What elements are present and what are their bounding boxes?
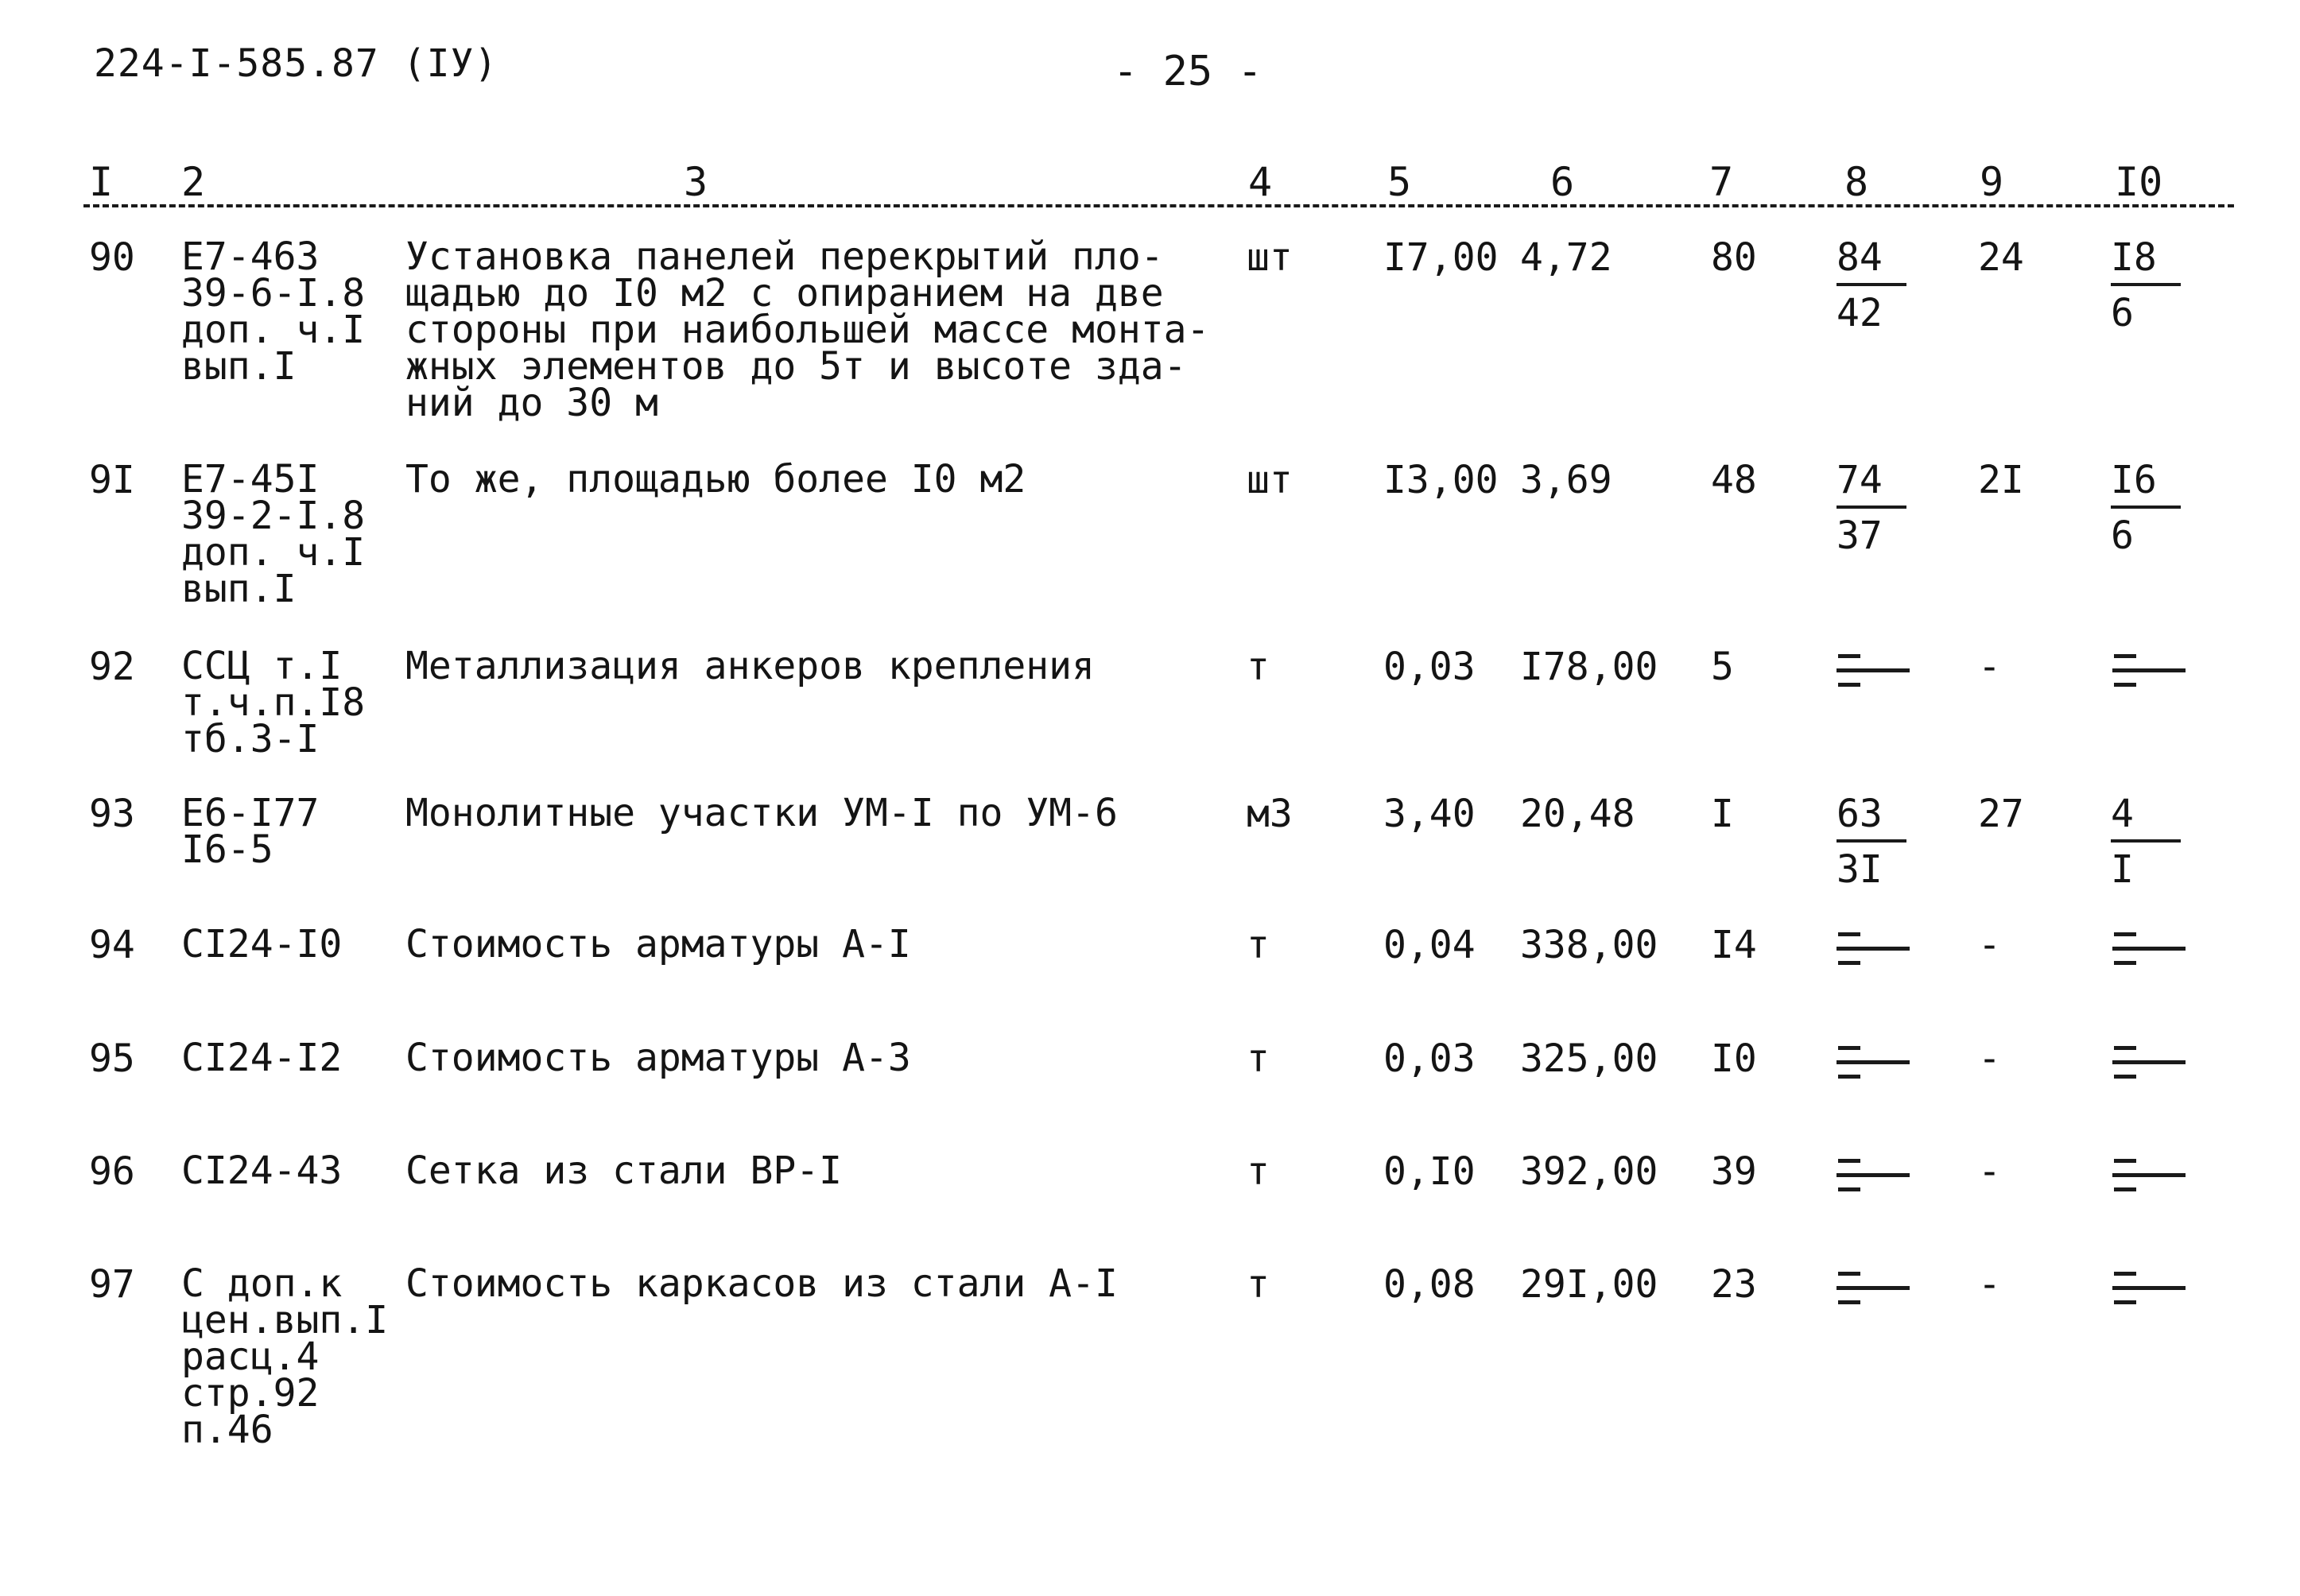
- row-col8-dash-mark: [1837, 1046, 1916, 1094]
- row-unit: т: [1247, 1262, 1270, 1307]
- row-col10-fraction-numerator: I6: [2111, 458, 2157, 502]
- row-col10-fraction-bar: [2111, 283, 2181, 286]
- row-col8-fraction: [1837, 792, 1924, 892]
- row-code-line: E7-463: [181, 234, 320, 279]
- row-unit: т: [1247, 1036, 1270, 1081]
- row-unit: т: [1247, 1149, 1270, 1194]
- row-unit: т: [1247, 645, 1270, 689]
- row-number: 95: [89, 1036, 135, 1081]
- row-total: 80: [1711, 235, 1757, 280]
- row-description-line: Монолитные участки УМ-I по УМ-6: [405, 791, 1118, 835]
- row-col10-fraction-denominator: 6: [2111, 291, 2134, 335]
- row-col10-fraction-numerator: I8: [2111, 235, 2157, 280]
- row-number: 96: [89, 1149, 135, 1194]
- row-col10-fraction-bar: [2111, 839, 2181, 843]
- row-description-line: Сетка из стали ВР-I: [405, 1149, 843, 1193]
- row-code-line: 39-6-I.8: [181, 271, 366, 316]
- row-code-line: 39-2-I.8: [181, 494, 366, 538]
- row-code: [181, 1261, 389, 1452]
- row-code: [181, 922, 343, 967]
- column-header-6: 6: [1550, 159, 1575, 205]
- column-header-7: 7: [1709, 159, 1734, 205]
- column-header-2: 2: [181, 159, 206, 205]
- row-code: [181, 1149, 343, 1193]
- row-code-line: вып.I: [181, 344, 297, 389]
- row-unit: т: [1247, 923, 1270, 967]
- row-col9: -: [1978, 923, 2001, 967]
- row-code-line: п.46: [181, 1408, 273, 1452]
- row-col10-dash-mark: [2112, 1159, 2192, 1207]
- column-header-4: 4: [1248, 159, 1273, 205]
- row-description: [405, 1261, 1118, 1306]
- row-code-line: CI24-I0: [181, 922, 343, 967]
- page-number: - 25 -: [1113, 48, 1262, 95]
- column-header-10: I0: [2115, 159, 2163, 205]
- row-description: [405, 1149, 843, 1193]
- row-description: [405, 234, 1210, 425]
- row-description-line: Стоимость арматуры А-I: [405, 922, 911, 967]
- row-description-line: жных элементов до 5т и высоте зда-: [405, 344, 1187, 389]
- row-code-line: E7-45I: [181, 457, 320, 502]
- row-code: [181, 234, 366, 389]
- column-header-9: 9: [1980, 159, 2004, 205]
- row-code-line: расц.4: [181, 1335, 320, 1379]
- row-description-line: Металлизация анкеров крепления: [405, 644, 1095, 688]
- row-quantity: 0,08: [1383, 1262, 1476, 1307]
- row-code: [181, 644, 366, 761]
- row-quantity: I3,00: [1383, 458, 1499, 502]
- row-description-line: Стоимость каркасов из стали А-I: [405, 1261, 1118, 1306]
- row-description-line: То же, площадью более I0 м2: [405, 457, 1026, 502]
- row-description-line: щадью до I0 м2 с опиранием на две: [405, 271, 1164, 316]
- row-code-line: стр.92: [181, 1371, 320, 1416]
- row-description-line: стороны при наибольшей массе монта-: [405, 308, 1210, 352]
- row-col9: -: [1978, 1149, 2001, 1194]
- row-total: 23: [1711, 1262, 1757, 1307]
- row-total: 39: [1711, 1149, 1757, 1194]
- row-col8-fraction-bar: [1837, 283, 1906, 286]
- row-col8-fraction-denominator: 42: [1837, 291, 1883, 335]
- row-total: 48: [1711, 458, 1757, 502]
- row-number: 90: [89, 235, 135, 280]
- row-description-line: Стоимость арматуры А-3: [405, 1036, 911, 1080]
- row-code: [181, 1036, 343, 1080]
- row-col9: 2I: [1978, 458, 2024, 502]
- row-unit-price: 325,00: [1520, 1036, 1658, 1081]
- row-quantity: 0,03: [1383, 645, 1476, 689]
- row-col10-dash-mark: [2112, 654, 2192, 702]
- row-unit-price: 4,72: [1520, 235, 1612, 280]
- row-col8-fraction: [1837, 458, 1924, 558]
- row-code-line: цен.вып.I: [181, 1298, 389, 1342]
- row-col8-dash-mark: [1837, 1272, 1916, 1319]
- row-code-line: I6-5: [181, 827, 273, 872]
- row-col10-fraction-denominator: I: [2111, 847, 2134, 892]
- row-unit: м3: [1247, 792, 1293, 836]
- row-description-line: ний до 30 м: [405, 381, 658, 425]
- row-col10-fraction: [2111, 458, 2198, 558]
- row-description: [405, 922, 911, 967]
- row-unit-price: 29I,00: [1520, 1262, 1658, 1307]
- row-code-line: вып.I: [181, 567, 297, 611]
- row-col9: -: [1978, 1262, 2001, 1307]
- row-code-line: CI24-43: [181, 1149, 343, 1193]
- row-description: [405, 644, 1095, 688]
- row-description-line: Установка панелей перекрытий пло-: [405, 234, 1164, 279]
- row-description: [405, 1036, 911, 1080]
- row-code-line: ССЦ т.I: [181, 644, 343, 688]
- row-col10-fraction-numerator: 4: [2111, 792, 2134, 836]
- row-col8-fraction-numerator: 63: [1837, 792, 1883, 836]
- row-quantity: 3,40: [1383, 792, 1476, 836]
- row-col10-fraction: [2111, 792, 2198, 892]
- row-col8-fraction: [1837, 235, 1924, 335]
- row-description: [405, 791, 1118, 835]
- row-quantity: I7,00: [1383, 235, 1499, 280]
- column-header-5: 5: [1387, 159, 1412, 205]
- row-unit-price: 392,00: [1520, 1149, 1658, 1194]
- row-col8-dash-mark: [1837, 932, 1916, 980]
- row-col8-fraction-numerator: 84: [1837, 235, 1883, 280]
- header-rule: [83, 204, 2234, 207]
- row-col10-dash-mark: [2112, 1272, 2192, 1319]
- row-unit-price: 3,69: [1520, 458, 1612, 502]
- row-code-line: С доп.к: [181, 1261, 343, 1306]
- row-total: I4: [1711, 923, 1757, 967]
- row-number: 97: [89, 1262, 135, 1307]
- row-col10-dash-mark: [2112, 1046, 2192, 1094]
- row-total: 5: [1711, 645, 1734, 689]
- row-unit-price: 20,48: [1520, 792, 1635, 836]
- row-description: [405, 457, 1026, 502]
- row-unit-price: I78,00: [1520, 645, 1658, 689]
- row-col8-fraction-denominator: 3I: [1837, 847, 1883, 892]
- row-unit: шт: [1247, 235, 1293, 280]
- row-number: 9I: [89, 458, 135, 502]
- row-number: 94: [89, 923, 135, 967]
- row-code-line: тб.3-I: [181, 717, 320, 761]
- row-col8-fraction-bar: [1837, 506, 1906, 509]
- row-total: I: [1711, 792, 1734, 836]
- row-col8-dash-mark: [1837, 654, 1916, 702]
- row-col9: 27: [1978, 792, 2024, 836]
- row-code: [181, 791, 320, 872]
- row-total: I0: [1711, 1036, 1757, 1081]
- column-header-8: 8: [1844, 159, 1869, 205]
- row-code-line: CI24-I2: [181, 1036, 343, 1080]
- column-header-1: I: [89, 159, 114, 205]
- row-quantity: 0,04: [1383, 923, 1476, 967]
- row-col8-fraction-numerator: 74: [1837, 458, 1883, 502]
- row-number: 92: [89, 645, 135, 689]
- row-col8-fraction-denominator: 37: [1837, 513, 1883, 558]
- row-col8-dash-mark: [1837, 1159, 1916, 1207]
- row-col9: 24: [1978, 235, 2024, 280]
- row-col10-fraction-bar: [2111, 506, 2181, 509]
- row-code: [181, 457, 366, 611]
- row-col10-fraction-denominator: 6: [2111, 513, 2134, 558]
- row-unit-price: 338,00: [1520, 923, 1658, 967]
- row-code-line: доп. ч.I: [181, 308, 366, 352]
- row-quantity: 0,03: [1383, 1036, 1476, 1081]
- row-col9: -: [1978, 1036, 2001, 1081]
- row-col10-fraction: [2111, 235, 2198, 335]
- row-code-line: E6-I77: [181, 791, 320, 835]
- row-unit: шт: [1247, 458, 1293, 502]
- row-quantity: 0,I0: [1383, 1149, 1476, 1194]
- document-code: 224-I-585.87 (IУ): [94, 41, 498, 86]
- column-header-3: 3: [684, 159, 708, 205]
- row-code-line: т.ч.п.I8: [181, 680, 366, 725]
- row-number: 93: [89, 792, 135, 836]
- row-col10-dash-mark: [2112, 932, 2192, 980]
- row-col9: -: [1978, 645, 2001, 689]
- row-col8-fraction-bar: [1837, 839, 1906, 843]
- row-code-line: доп. ч.I: [181, 530, 366, 575]
